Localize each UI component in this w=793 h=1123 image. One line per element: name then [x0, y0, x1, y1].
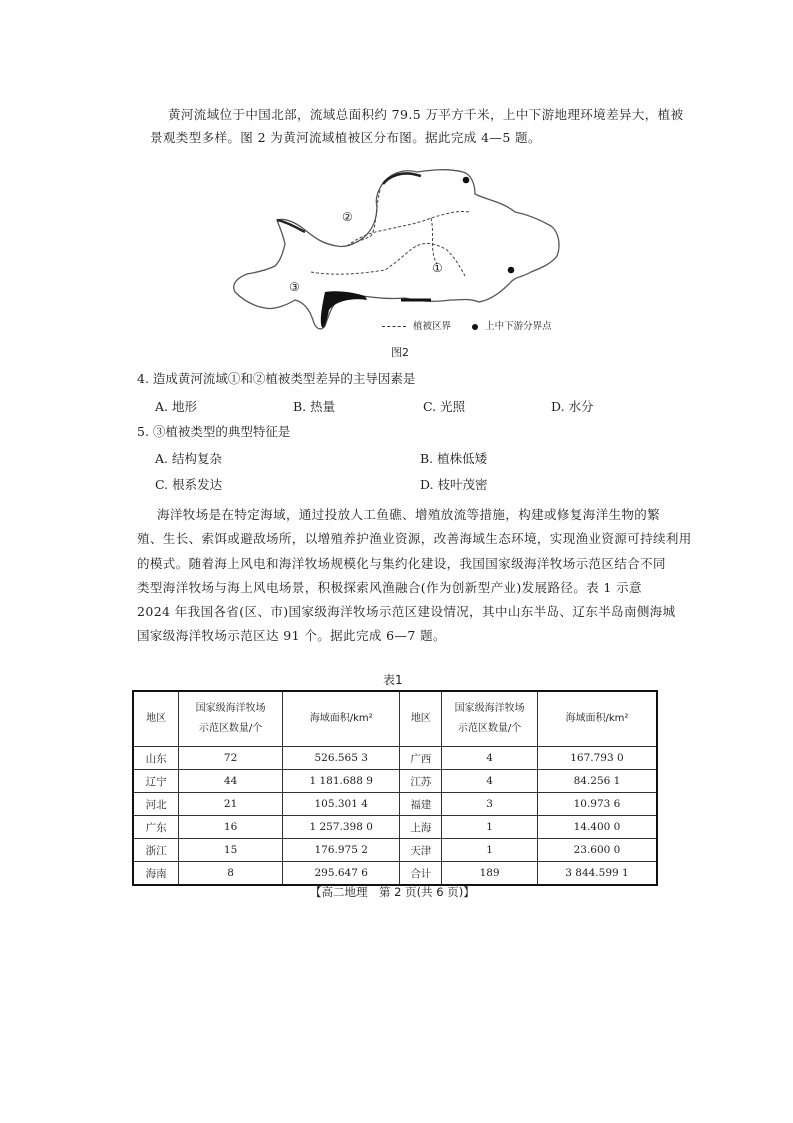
basin-outline: [234, 170, 559, 329]
region-label-1: ①: [432, 261, 443, 275]
header-region: 地区: [133, 691, 179, 747]
table-row: [133, 816, 657, 839]
intro-line: 黄河流域位于中国北部，流域总面积约 79.5 万平方千米，上中下游地理环境差异大，植被: [168, 107, 684, 122]
intro-line: 海洋牧场是在特定海域，通过投放人工鱼礁、增殖放流等措施，构建或修复海洋生物的繁: [157, 507, 661, 522]
table-row: [133, 839, 657, 862]
cell-count: 1: [442, 839, 538, 862]
intro-paragraph-marine-ranch: [137, 503, 692, 649]
question-5-stem: 5. ③植被类型的典型特征是: [137, 424, 291, 439]
cell-count: 16: [179, 816, 283, 839]
table-row: [133, 747, 657, 770]
table-caption: 表1: [383, 673, 403, 687]
header-count: [179, 691, 283, 747]
cell-area: 105.301 4: [282, 793, 399, 816]
map-legend: [382, 318, 552, 332]
region-label-2: ②: [342, 210, 353, 224]
cell-region: 山东: [133, 747, 179, 770]
cell-area: 295.647 6: [282, 862, 399, 886]
cell-region: 海南: [133, 862, 179, 886]
cell-count: 72: [179, 747, 283, 770]
header-count-line1: 国家级海洋牧场: [195, 703, 266, 714]
header-region: 地区: [400, 691, 442, 747]
page-footer: 【高二地理 第 2 页(共 6 页)】: [310, 885, 475, 899]
cell-count: 8: [179, 862, 283, 886]
q5-option-d: D. 枝叶茂密: [420, 477, 488, 492]
header-area: 海域面积/km²: [537, 691, 657, 747]
cell-region: 天津: [400, 839, 442, 862]
intro-line: 国家级海洋牧场示范区达 91 个。据此完成 6—7 题。: [137, 628, 446, 644]
header-count-line2: 示范区数量/个: [457, 723, 522, 734]
intro-line: 类型海洋牧场与海上风电场景，积极探索风渔融合(作为创新型产业)发展路径。表 1 示意: [137, 579, 642, 595]
header-count-line1: 国家级海洋牧场: [454, 703, 525, 714]
cell-area: 176.975 2: [282, 839, 399, 862]
river-segment-dark-zone: [321, 291, 367, 328]
intro-line: 景观类型多样。图 2 为黄河流域植被区分布图。据此完成 4—5 题。: [150, 130, 541, 145]
legend-point-label: 上中下游分界点: [485, 321, 552, 332]
intro-line: 的模式。随着海上风电和海洋牧场规模化与集约化建设，我国国家级海洋牧场示范区结合不同: [137, 555, 666, 571]
division-point: [508, 267, 515, 274]
header-count: [442, 691, 538, 747]
river-segment: [383, 173, 421, 184]
intro-line: 2024 年我国各省(区、市)国家级海洋牧场示范区建设情况，其中山东半岛、辽东半岛南侧海城: [137, 604, 676, 620]
cell-region: 江苏: [400, 770, 442, 793]
legend-boundary-label: 植被区界: [413, 321, 452, 332]
marine-ranch-table: [132, 690, 658, 886]
intro-paragraph-yellow-river: [150, 103, 684, 149]
cell-area: 10.973 6: [537, 793, 657, 816]
cell-region: 广东: [133, 816, 179, 839]
q5-option-b: B. 植株低矮: [420, 451, 488, 466]
cell-count: 3: [442, 793, 538, 816]
q4-option-b: B. 热量: [293, 399, 336, 414]
intro-line: 殖、生长、索饵或避敌场所，以增殖养护渔业资源，改善海域生态环境，实现渔业资源可持续利用: [137, 531, 692, 547]
cell-region: 合计: [400, 862, 442, 886]
legend-dash-symbol: [382, 326, 406, 327]
q5-option-c: C. 根系发达: [155, 477, 223, 492]
question-4-stem: 4. 造成黄河流域①和②植被类型差异的主导因素是: [137, 371, 416, 386]
cell-count: 44: [179, 770, 283, 793]
cell-region: 河北: [133, 793, 179, 816]
q4-option-d: D. 水分: [551, 399, 594, 414]
cell-count: 15: [179, 839, 283, 862]
cell-count: 189: [442, 862, 538, 886]
cell-area: 1 257.398 0: [282, 816, 399, 839]
table-row: [133, 793, 657, 816]
division-point: [463, 177, 470, 184]
table-row: [133, 862, 657, 886]
header-count-line2: 示范区数量/个: [198, 723, 263, 734]
header-area: 海域面积/km²: [282, 691, 399, 747]
table-row: [133, 770, 657, 793]
legend-point-symbol: [472, 324, 478, 330]
cell-count: 1: [442, 816, 538, 839]
q4-option-a: A. 地形: [155, 399, 197, 414]
cell-region: 广西: [400, 747, 442, 770]
q4-option-c: C. 光照: [423, 399, 466, 414]
vegetation-boundary: [431, 218, 437, 264]
cell-region: 上海: [400, 816, 442, 839]
cell-region: 浙江: [133, 839, 179, 862]
cell-area: 84.256 1: [537, 770, 657, 793]
cell-count: 21: [179, 793, 283, 816]
yellow-river-vegetation-map: [225, 160, 590, 340]
table-header-row: [133, 691, 657, 747]
q5-option-a: A. 结构复杂: [155, 451, 222, 466]
figure-caption: 图2: [391, 346, 409, 359]
cell-area: 526.565 3: [282, 747, 399, 770]
cell-count: 4: [442, 770, 538, 793]
cell-area: 14.400 0: [537, 816, 657, 839]
cell-area: 1 181.688 9: [282, 770, 399, 793]
cell-count: 4: [442, 747, 538, 770]
cell-region: 福建: [400, 793, 442, 816]
cell-area: 3 844.599 1: [537, 862, 657, 886]
vegetation-boundary: [347, 211, 469, 246]
cell-region: 辽宁: [133, 770, 179, 793]
region-label-3: ③: [289, 280, 300, 294]
cell-area: 167.793 0: [537, 747, 657, 770]
cell-area: 23.600 0: [537, 839, 657, 862]
